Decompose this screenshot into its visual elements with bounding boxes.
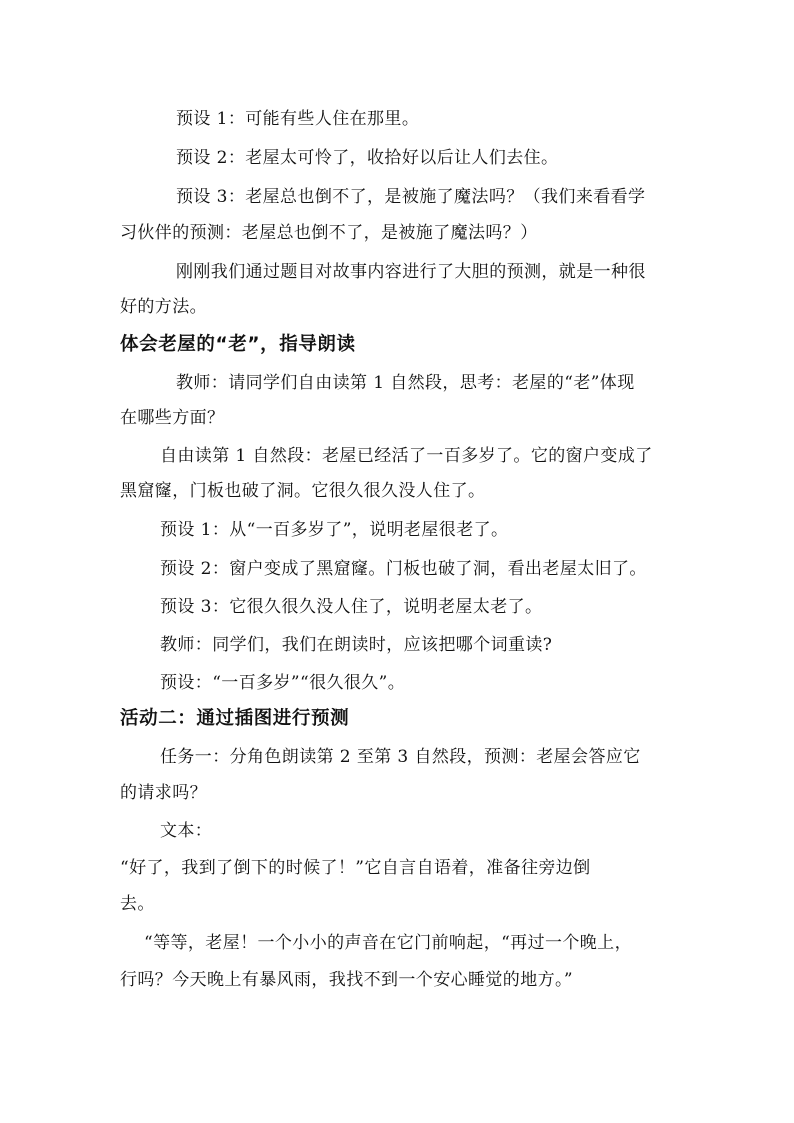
paragraph-line: 去。	[120, 894, 155, 914]
paragraph-line: 好的方法。	[120, 297, 207, 317]
paragraph-line: 在哪些方面？	[120, 408, 225, 428]
paragraph-line: 行吗？今天晚上有暴风雨，我找不到一个安心睡觉的地方。”	[120, 970, 573, 990]
paragraph-line: 预设 2：老屋太可怜了，收拾好以后让人们去住。	[176, 148, 559, 168]
paragraph-line: 预设 1：从“一百多岁了”，说明老屋很老了。	[160, 520, 509, 540]
section-heading: 活动二：通过插图进行预测	[120, 708, 350, 729]
paragraph-line: 预设 1：可能有些人住在那里。	[176, 109, 420, 129]
paragraph-line: 预设 3：老屋总也倒不了，是被施了魔法吗？（我们来看看学	[176, 187, 646, 207]
paragraph-line: 预设 2：窗户变成了黑窟窿。门板也破了洞，看出老屋太旧了。	[160, 559, 647, 579]
paragraph-line: 教师：请同学们自由读第 1 自然段，思考：老屋的“老”体现	[176, 373, 635, 393]
paragraph-line: 任务一：分角色朗读第 2 至第 3 自然段，预测：老屋会答应它	[160, 747, 641, 767]
paragraph-line: 预设：“一百多岁”“很久很久”。	[160, 673, 406, 693]
paragraph-line: 刚刚我们通过题目对故事内容进行了大胆的预测，就是一种很	[176, 262, 646, 282]
paragraph-line: 黑窟窿，门板也破了洞。它很久很久没人住了。	[120, 481, 486, 501]
paragraph-line: 文本：	[160, 821, 213, 841]
paragraph-line: 教师：同学们，我们在朗读时，应该把哪个词重读?	[160, 635, 553, 655]
paragraph-line: 习伙伴的预测：老屋总也倒不了，是被施了魔法吗？）	[120, 223, 538, 243]
paragraph-line: 的请求吗？	[120, 783, 207, 803]
paragraph-line: 预设 3：它很久很久没人住了，说明老屋太老了。	[160, 597, 543, 617]
paragraph-line: “等等，老屋！一个小小的声音在它门前响起，“再过一个晚上，	[144, 933, 632, 953]
paragraph-line: “好了，我到了倒下的时候了！”它自言自语着，准备往旁边倒	[120, 858, 591, 878]
paragraph-line: 自由读第 1 自然段：老屋已经活了一百多岁了。它的窗户变成了	[160, 446, 653, 466]
section-heading: 体会老屋的“老”，指导朗读	[120, 334, 356, 355]
